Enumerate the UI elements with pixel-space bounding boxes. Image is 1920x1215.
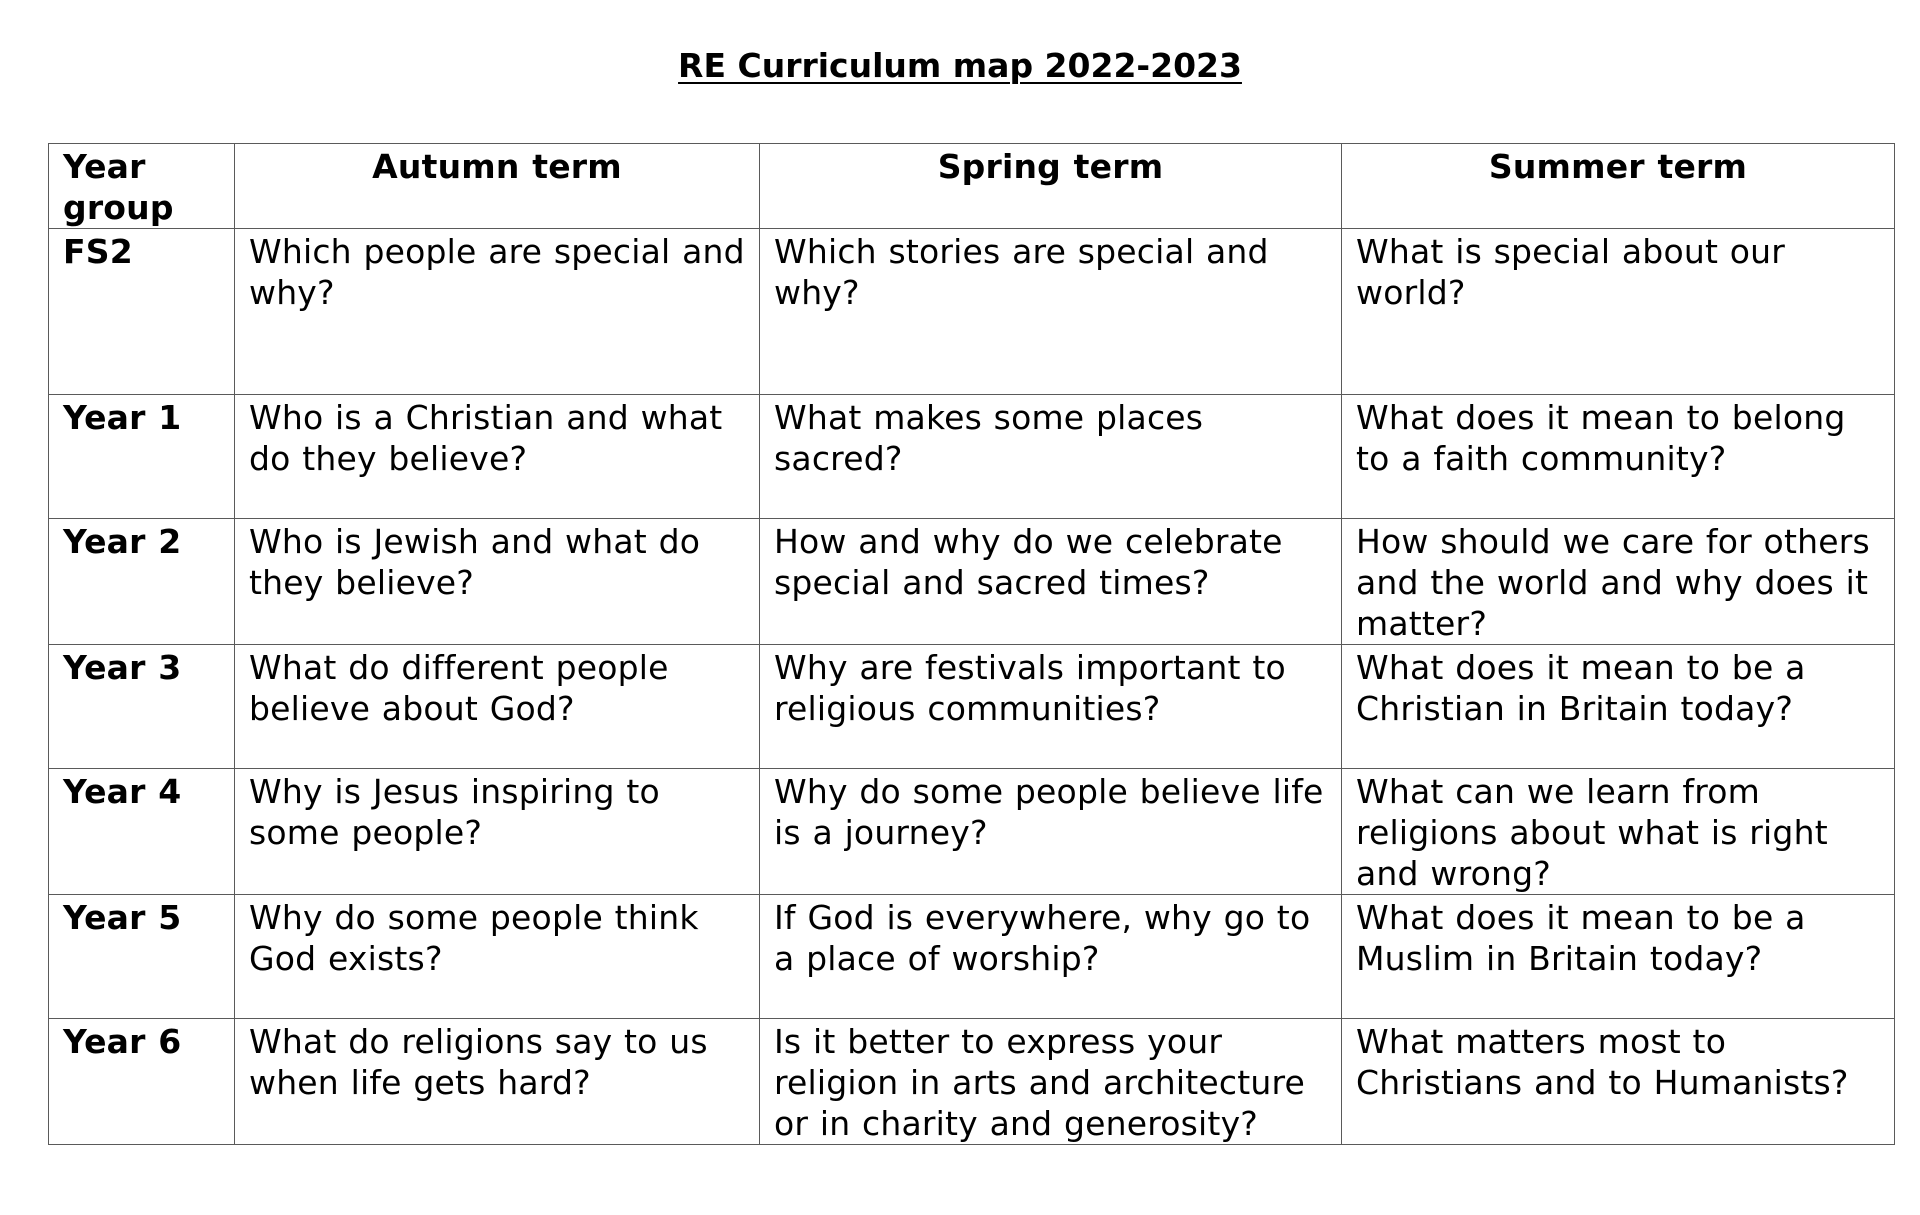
table-row <box>49 1019 1895 1145</box>
summer-cell: What is special about our world? <box>1342 229 1895 395</box>
year-cell: Year 1 <box>49 395 235 519</box>
summer-cell: What does it mean to be a Muslim in Britain today? <box>1342 895 1895 1019</box>
page-title: RE Curriculum map 2022-2023 <box>678 46 1242 85</box>
header-summer-term: Summer term <box>1342 144 1895 229</box>
spring-cell: Which stories are special and why? <box>760 229 1342 395</box>
autumn-cell: Which people are special and why? <box>235 229 760 395</box>
summer-cell: What does it mean to belong to a faith community? <box>1342 395 1895 519</box>
autumn-cell: What do different people believe about God? <box>235 645 760 769</box>
summer-cell: What can we learn from religions about what is right and wrong? <box>1342 769 1895 895</box>
autumn-cell: Why is Jesus inspiring to some people? <box>235 769 760 895</box>
header-year-group: Year group <box>49 144 235 229</box>
curriculum-table <box>48 143 1895 1145</box>
year-cell: Year 6 <box>49 1019 235 1145</box>
spring-cell: How and why do we celebrate special and sacred times? <box>760 519 1342 645</box>
autumn-cell: Who is Jewish and what do they believe? <box>235 519 760 645</box>
table-row <box>49 519 1895 645</box>
table-row <box>49 645 1895 769</box>
header-autumn-term: Autumn term <box>235 144 760 229</box>
autumn-cell: Who is a Christian and what do they believe? <box>235 395 760 519</box>
autumn-cell: Why do some people think God exists? <box>235 895 760 1019</box>
table-row <box>49 769 1895 895</box>
table-row <box>49 229 1895 395</box>
table-header-row <box>49 144 1895 229</box>
summer-cell: What matters most to Christians and to Humanists? <box>1342 1019 1895 1145</box>
year-cell: Year 4 <box>49 769 235 895</box>
spring-cell: Why are festivals important to religious communities? <box>760 645 1342 769</box>
spring-cell: If God is everywhere, why go to a place of worship? <box>760 895 1342 1019</box>
table-row <box>49 895 1895 1019</box>
summer-cell: How should we care for others and the world and why does it matter? <box>1342 519 1895 645</box>
summer-cell: What does it mean to be a Christian in Britain today? <box>1342 645 1895 769</box>
autumn-cell: What do religions say to us when life gets hard? <box>235 1019 760 1145</box>
spring-cell: Is it better to express your religion in arts and architecture or in charity and generosity? <box>760 1019 1342 1145</box>
year-cell: Year 5 <box>49 895 235 1019</box>
year-cell: Year 2 <box>49 519 235 645</box>
header-spring-term: Spring term <box>760 144 1342 229</box>
year-cell: Year 3 <box>49 645 235 769</box>
spring-cell: Why do some people believe life is a journey? <box>760 769 1342 895</box>
year-cell: FS2 <box>49 229 235 395</box>
spring-cell: What makes some places sacred? <box>760 395 1342 519</box>
table-row <box>49 395 1895 519</box>
